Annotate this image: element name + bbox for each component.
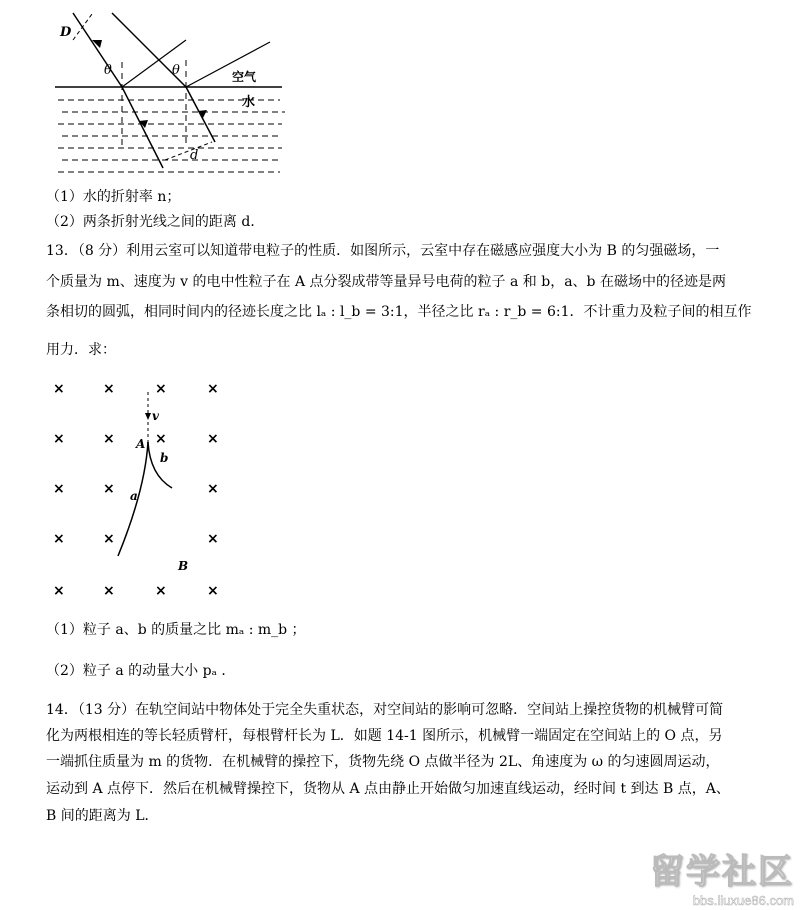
- q12-sub2: （2）两条折射光线之间的距离 d．: [46, 214, 265, 230]
- label-v: v: [152, 409, 159, 423]
- watermark: [624, 844, 794, 908]
- q13-sub1: （1）粒子 a、b 的质量之比 mₐ : m_b ；: [46, 622, 306, 638]
- watermark-url: bbs.liuxue86.com: [692, 893, 794, 908]
- label-water: 水: [242, 94, 256, 109]
- label-D: D: [60, 25, 72, 40]
- field-cross: ×: [103, 431, 115, 447]
- field-cross: ×: [53, 531, 65, 547]
- field-cross: ×: [103, 381, 115, 397]
- q13-line1: 13．（8 分）利用云室可以知道带电粒子的性质．如图所示，云室中存在磁感应强度大小为 B 的匀强磁场，一: [46, 243, 720, 259]
- q13-sub2: （2）粒子 a 的动量大小 pₐ ．: [46, 663, 236, 679]
- field-cross: ×: [155, 431, 167, 447]
- field-cross: ×: [103, 531, 115, 547]
- q14-line1: 14．（13 分）在轨空间站中物体处于完全失重状态，对空间站的影响可忽略．空间站上操控货物的机械臂可简: [46, 702, 724, 718]
- field-cross: ×: [53, 481, 65, 497]
- field-cross: ×: [103, 481, 115, 497]
- label-d: d: [190, 148, 199, 163]
- label-B: B: [178, 559, 189, 573]
- field-cross: ×: [53, 381, 65, 397]
- field-cross: ×: [155, 381, 167, 397]
- field-cross: ×: [53, 583, 65, 599]
- field-cross: ×: [207, 583, 219, 599]
- field-cross: ×: [207, 481, 219, 497]
- q14-line3: 一端抓住质量为 m 的货物．在机械臂的操控下，货物先绕 O 点做半径为 2L、角速度为 ω 的匀速圆周运动，: [46, 754, 720, 770]
- label-a: a: [130, 489, 138, 503]
- label-theta-left: θ: [104, 63, 112, 78]
- q13-line4: 用力．求：: [46, 342, 116, 358]
- q13-line3: 条相切的圆弧，相同时间内的径迹长度之比 lₐ : l_b = 3:1，半径之比 rₐ : r_b = 6:1．不计重力及粒子间的相互作: [46, 304, 752, 320]
- watermark-brand: 留学社区: [650, 853, 794, 891]
- label-A: A: [136, 437, 146, 451]
- q13-line2: 个质量为 m、速度为 v 的电中性粒子在 A 点分裂成带等量异号电荷的粒子 a 和 b，a、b 在磁场中的径迹是两: [46, 274, 726, 290]
- field-cross: ×: [53, 431, 65, 447]
- magnetic-field-figure: [0, 370, 802, 610]
- label-b: b: [160, 451, 169, 465]
- q14-line4: 运动到 A 点停下．然后在机械臂操控下，货物从 A 点由静止开始做匀加速直线运动，经时间 t 到达 B 点，A、: [46, 781, 730, 797]
- q12-sub1: （1）水的折射率 n；: [46, 189, 181, 205]
- field-cross: ×: [103, 583, 115, 599]
- field-cross: ×: [207, 531, 219, 547]
- label-theta-right: θ: [172, 63, 180, 78]
- label-air: 空气: [232, 70, 257, 84]
- q14-line2: 化为两根相连的等长轻质臂杆，每根臂杆长为 L．如题 14-1 图所示，机械臂一端固定在空间站上的 O 点，另: [46, 728, 723, 744]
- field-cross: ×: [207, 381, 219, 397]
- refraction-figure: [0, 0, 802, 200]
- field-cross: ×: [207, 431, 219, 447]
- q14-line5: B 间的距离为 L．: [46, 808, 159, 824]
- field-cross: ×: [155, 583, 167, 599]
